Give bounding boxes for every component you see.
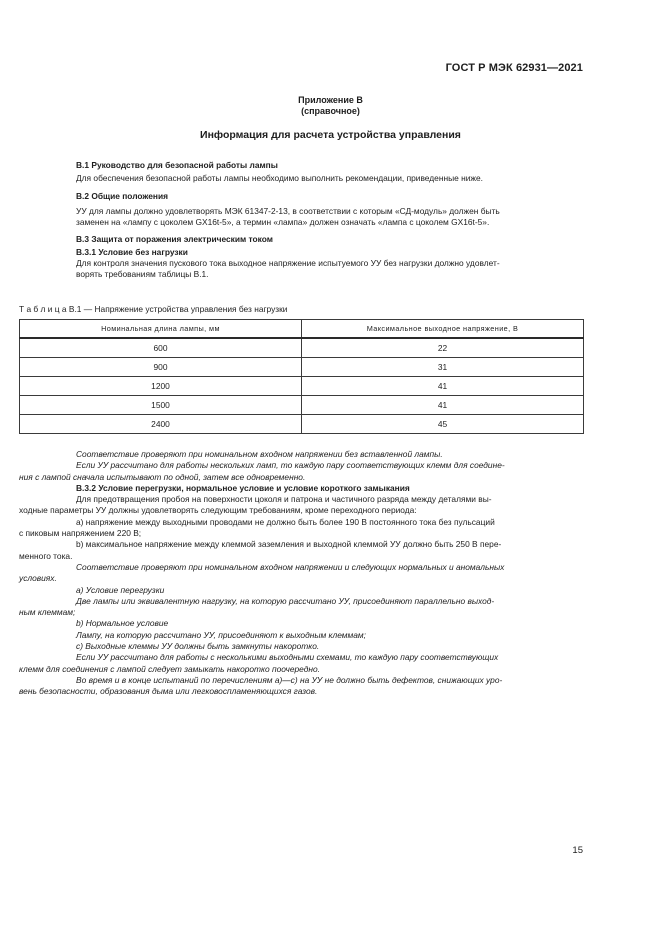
- b32-intro-line1: Для предотвращения пробоя на поверхности цоколя и патрона и частичного разряда между деталями вы-: [76, 494, 492, 505]
- table-row: [20, 415, 584, 434]
- item-a-line1: а) напряжение между выходными проводами не должно быть более 190 В постоянного тока без пульсаций: [76, 516, 495, 527]
- cell-length: 900: [20, 358, 302, 377]
- standard-code: ГОСТ Р МЭК 62931—2021: [445, 62, 583, 74]
- multi-circuit-note-line1: Если УУ рассчитано для работы с несколькими выходными схемами, то каждую пару соответствующих: [76, 652, 499, 663]
- section-b1-text: Для обеспечения безопасной работы лампы необходимо выполнить рекомендации, приведенные ниже.: [76, 173, 483, 184]
- item-a-line2: с пиковым напряжением 220 В;: [19, 528, 142, 539]
- table-row: [20, 358, 584, 377]
- condition-a-line2: ным клеммам;: [19, 607, 76, 618]
- section-b32-heading: В.3.2 Условие перегрузки, нормальное условие и условие короткого замыкания: [76, 482, 410, 493]
- cell-length: 2400: [20, 415, 302, 434]
- b32-intro-line2: ходные параметры УУ должны удовлетворять следующим требованиям, кроме переходного периода:: [19, 505, 417, 516]
- section-b2-line2: заменен на «лампу с цоколем GX16t-5», а термин «лампа» должен означать «лампа с цоколем GX16t-5».: [76, 217, 490, 228]
- condition-b-text: Лампу, на которую рассчитано УУ, присоединяют к выходным клеммам;: [76, 629, 366, 640]
- table-header-row: [20, 320, 584, 339]
- condition-a-title: а) Условие перегрузки: [76, 584, 165, 595]
- condition-c: c) Выходные клеммы УУ должны быть замкнуты накоротко.: [76, 641, 320, 652]
- condition-b-title: b) Нормальное условие: [76, 618, 169, 629]
- after-table-text: [19, 449, 584, 698]
- table-caption: [19, 304, 287, 314]
- multi-circuit-note-line2: клемм для соединения с лампой следует замыкать накоротко поочередно.: [19, 663, 320, 674]
- section-b31-heading: В.3.1 Условие без нагрузки: [76, 246, 188, 257]
- cell-voltage: 22: [302, 338, 584, 358]
- compliance-note-1: Соответствие проверяют при номинальном входном напряжении без вставленной лампы.: [76, 449, 443, 459]
- appendix-heading: Информация для расчета устройства управления: [200, 129, 461, 141]
- compliance-note-2-line2: условиях.: [19, 573, 57, 584]
- page-number: 15: [572, 845, 583, 856]
- cell-voltage: 41: [302, 396, 584, 415]
- section-b3-heading: В.3 Защита от поражения электрическим током: [76, 234, 273, 245]
- cell-length: 1200: [20, 377, 302, 396]
- column-header-voltage: Максимальное выходное напряжение, В: [302, 320, 584, 339]
- table-row: [20, 377, 584, 396]
- item-b-line1: b) максимальное напряжение между клеммой заземления и выходной клеммой УУ должно быть 250 В пере-: [76, 539, 502, 550]
- section-b1-heading: В.1 Руководство для безопасной работы лампы: [76, 160, 278, 170]
- section-b31-line1: Для контроля значения пускового тока выходное напряжение испытуемого УУ без нагрузки должно удовлет-: [76, 258, 500, 269]
- multi-lamp-note-line1: Если УУ рассчитано для работы нескольких ламп, то каждую пару соответствующих клемм для соедине-: [76, 460, 505, 471]
- cell-voltage: 45: [302, 415, 584, 434]
- table-caption-text: В.1 — Напряжение устройства управления без нагрузки: [66, 304, 288, 314]
- final-note-line1: Во время и в конце испытаний по перечислениям а)—с) на УУ не должно быть дефектов, снижающих уро-: [76, 674, 503, 685]
- compliance-note-2-line1: Соответствие проверяют при номинальном входном напряжении и следующих нормальных и аномальных: [76, 561, 505, 572]
- column-header-length: Номинальная длина лампы, мм: [20, 320, 302, 339]
- section-b31-line2: ворять требованиям таблицы В.1.: [76, 269, 209, 280]
- table-caption-prefix: Т а б л и ц а: [19, 304, 67, 314]
- cell-voltage: 31: [302, 358, 584, 377]
- cell-length: 600: [20, 338, 302, 358]
- section-b2-heading: В.2 Общие положения: [76, 190, 169, 201]
- cell-voltage: 41: [302, 377, 584, 396]
- appendix-title: Приложение В: [298, 95, 363, 105]
- item-b-line2: менного тока.: [19, 550, 73, 561]
- voltage-table: [19, 319, 584, 434]
- condition-a-line1: Две лампы или эквивалентную нагрузку, на которую рассчитано УУ, присоединяют параллельно выход-: [76, 595, 495, 606]
- multi-lamp-note-line2: ния с лампой сначала испытывают по одной, затем все одновременно.: [19, 471, 306, 482]
- document-body: [76, 160, 584, 281]
- section-b2-line1: УУ для лампы должно удовлетворять МЭК 61347-2-13, в соответствии с которым «СД-модуль» должен быть: [76, 205, 500, 216]
- final-note-line2: вень безопасности, образования дыма или легковоспламеняющихся газов.: [19, 686, 318, 697]
- appendix-note: (справочное): [301, 106, 360, 116]
- table-row: [20, 338, 584, 358]
- cell-length: 1500: [20, 396, 302, 415]
- table-row: [20, 396, 584, 415]
